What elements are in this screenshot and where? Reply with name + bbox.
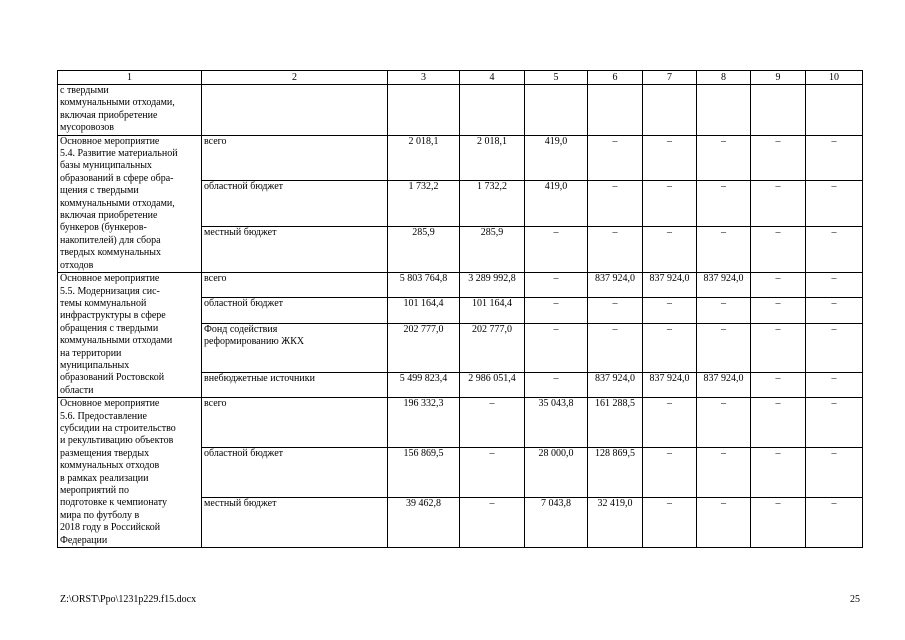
- amount-cell: 1 732,2: [388, 181, 460, 227]
- empty-cell: [388, 85, 460, 136]
- amount-cell: 837 924,0: [588, 273, 643, 298]
- amount-cell: 837 924,0: [697, 273, 751, 298]
- amount-cell: –: [697, 181, 751, 227]
- amount-cell: –: [697, 135, 751, 181]
- amount-cell: –: [806, 398, 863, 448]
- amount-cell: –: [697, 298, 751, 323]
- funding-source: всего: [202, 135, 388, 181]
- amount-cell: 837 924,0: [643, 372, 697, 397]
- funding-source: внебюджетные источники: [202, 372, 388, 397]
- footer-file-path: Z:\ORST\Ppo\1231p229.f15.docx: [60, 594, 197, 605]
- amount-cell: –: [806, 498, 863, 548]
- funding-source: всего: [202, 398, 388, 448]
- amount-cell: 419,0: [525, 135, 588, 181]
- amount-cell: –: [751, 181, 806, 227]
- measure-title: Основное мероприятие 5.5. Модернизация сис- темы коммунальной инфраструктуры в сфере обращения с твердыми коммунальными отходами на территории муниципальных образований Ростовской области: [58, 273, 202, 398]
- amount-cell: 128 869,5: [588, 448, 643, 498]
- amount-cell: 156 869,5: [388, 448, 460, 498]
- funding-source: всего: [202, 273, 388, 298]
- column-header: 6: [588, 71, 643, 85]
- table-row: [58, 398, 863, 448]
- amount-cell: –: [806, 135, 863, 181]
- amount-cell: –: [460, 398, 525, 448]
- amount-cell: 285,9: [460, 227, 525, 273]
- amount-cell: –: [806, 298, 863, 323]
- amount-cell: –: [697, 498, 751, 548]
- funding-source: местный бюджет: [202, 498, 388, 548]
- empty-cell: [588, 85, 643, 136]
- amount-cell: –: [806, 227, 863, 273]
- column-header: 8: [697, 71, 751, 85]
- amount-cell: 28 000,0: [525, 448, 588, 498]
- amount-cell: –: [525, 273, 588, 298]
- amount-cell: –: [697, 323, 751, 372]
- amount-cell: –: [751, 372, 806, 397]
- funding-source: областной бюджет: [202, 298, 388, 323]
- funding-source: областной бюджет: [202, 448, 388, 498]
- column-header: 10: [806, 71, 863, 85]
- column-header: 9: [751, 71, 806, 85]
- footer-page-number: 25: [850, 594, 860, 605]
- table-row: [58, 85, 863, 136]
- amount-cell: 202 777,0: [460, 323, 525, 372]
- amount-cell: –: [525, 323, 588, 372]
- amount-cell: –: [751, 398, 806, 448]
- amount-cell: –: [751, 135, 806, 181]
- amount-cell: –: [751, 323, 806, 372]
- column-header: 7: [643, 71, 697, 85]
- amount-cell: –: [751, 298, 806, 323]
- empty-cell: [697, 85, 751, 136]
- column-header: 1: [58, 71, 202, 85]
- amount-cell: –: [643, 181, 697, 227]
- amount-cell: –: [460, 498, 525, 548]
- amount-cell: 32 419,0: [588, 498, 643, 548]
- measure-title: Основное мероприятие 5.4. Развитие материальной базы муниципальных образований в сфере обра- щения с твердыми коммунальными отходами, включая приобретение бункеров (бункеров- накопителей) для сбора твердых коммунальных отходов: [58, 135, 202, 272]
- amount-cell: –: [588, 135, 643, 181]
- amount-cell: –: [806, 372, 863, 397]
- column-header: 5: [525, 71, 588, 85]
- amount-cell: –: [751, 498, 806, 548]
- measure-title-continued: с твердыми коммунальными отходами, включая приобретение мусоровозов: [58, 85, 202, 136]
- table-row: [58, 273, 863, 298]
- funding-source: Фонд содействия реформированию ЖКХ: [202, 323, 388, 372]
- amount-cell: –: [751, 273, 806, 298]
- amount-cell: 101 164,4: [460, 298, 525, 323]
- amount-cell: –: [751, 448, 806, 498]
- amount-cell: –: [806, 181, 863, 227]
- amount-cell: –: [697, 448, 751, 498]
- empty-cell: [806, 85, 863, 136]
- amount-cell: –: [643, 498, 697, 548]
- amount-cell: 202 777,0: [388, 323, 460, 372]
- table-row: [58, 135, 863, 181]
- amount-cell: –: [525, 227, 588, 273]
- funding-source: местный бюджет: [202, 227, 388, 273]
- amount-cell: –: [643, 448, 697, 498]
- amount-cell: 2 018,1: [460, 135, 525, 181]
- column-header: 4: [460, 71, 525, 85]
- amount-cell: –: [460, 448, 525, 498]
- amount-cell: 419,0: [525, 181, 588, 227]
- amount-cell: –: [806, 273, 863, 298]
- column-header: 3: [388, 71, 460, 85]
- amount-cell: 2 986 051,4: [460, 372, 525, 397]
- amount-cell: 101 164,4: [388, 298, 460, 323]
- budget-table: [57, 70, 863, 548]
- header-row: [58, 71, 863, 85]
- amount-cell: –: [643, 298, 697, 323]
- amount-cell: –: [751, 227, 806, 273]
- funding-source: областной бюджет: [202, 181, 388, 227]
- amount-cell: –: [643, 323, 697, 372]
- empty-cell: [202, 85, 388, 136]
- empty-cell: [643, 85, 697, 136]
- amount-cell: 5 803 764,8: [388, 273, 460, 298]
- amount-cell: 3 289 992,8: [460, 273, 525, 298]
- amount-cell: –: [525, 298, 588, 323]
- amount-cell: 196 332,3: [388, 398, 460, 448]
- amount-cell: –: [588, 298, 643, 323]
- amount-cell: –: [525, 372, 588, 397]
- amount-cell: 837 924,0: [697, 372, 751, 397]
- measure-title: Основное мероприятие 5.6. Предоставление субсидии на строительство и рекультивацию объектов размещения твердых коммунальных отходов в рамках реализации мероприятий по подготовке к чемпионату мира по футболу в 2018 году в Российской Федерации: [58, 398, 202, 548]
- amount-cell: 35 043,8: [525, 398, 588, 448]
- amount-cell: 837 924,0: [588, 372, 643, 397]
- amount-cell: 837 924,0: [643, 273, 697, 298]
- amount-cell: 285,9: [388, 227, 460, 273]
- amount-cell: –: [697, 227, 751, 273]
- amount-cell: –: [643, 398, 697, 448]
- amount-cell: –: [806, 448, 863, 498]
- amount-cell: 7 043,8: [525, 498, 588, 548]
- amount-cell: –: [643, 227, 697, 273]
- amount-cell: 161 288,5: [588, 398, 643, 448]
- empty-cell: [460, 85, 525, 136]
- amount-cell: 39 462,8: [388, 498, 460, 548]
- column-header: 2: [202, 71, 388, 85]
- amount-cell: –: [643, 135, 697, 181]
- amount-cell: –: [588, 323, 643, 372]
- amount-cell: 5 499 823,4: [388, 372, 460, 397]
- amount-cell: 1 732,2: [460, 181, 525, 227]
- empty-cell: [751, 85, 806, 136]
- amount-cell: –: [806, 323, 863, 372]
- amount-cell: –: [588, 227, 643, 273]
- empty-cell: [525, 85, 588, 136]
- amount-cell: –: [588, 181, 643, 227]
- amount-cell: –: [697, 398, 751, 448]
- amount-cell: 2 018,1: [388, 135, 460, 181]
